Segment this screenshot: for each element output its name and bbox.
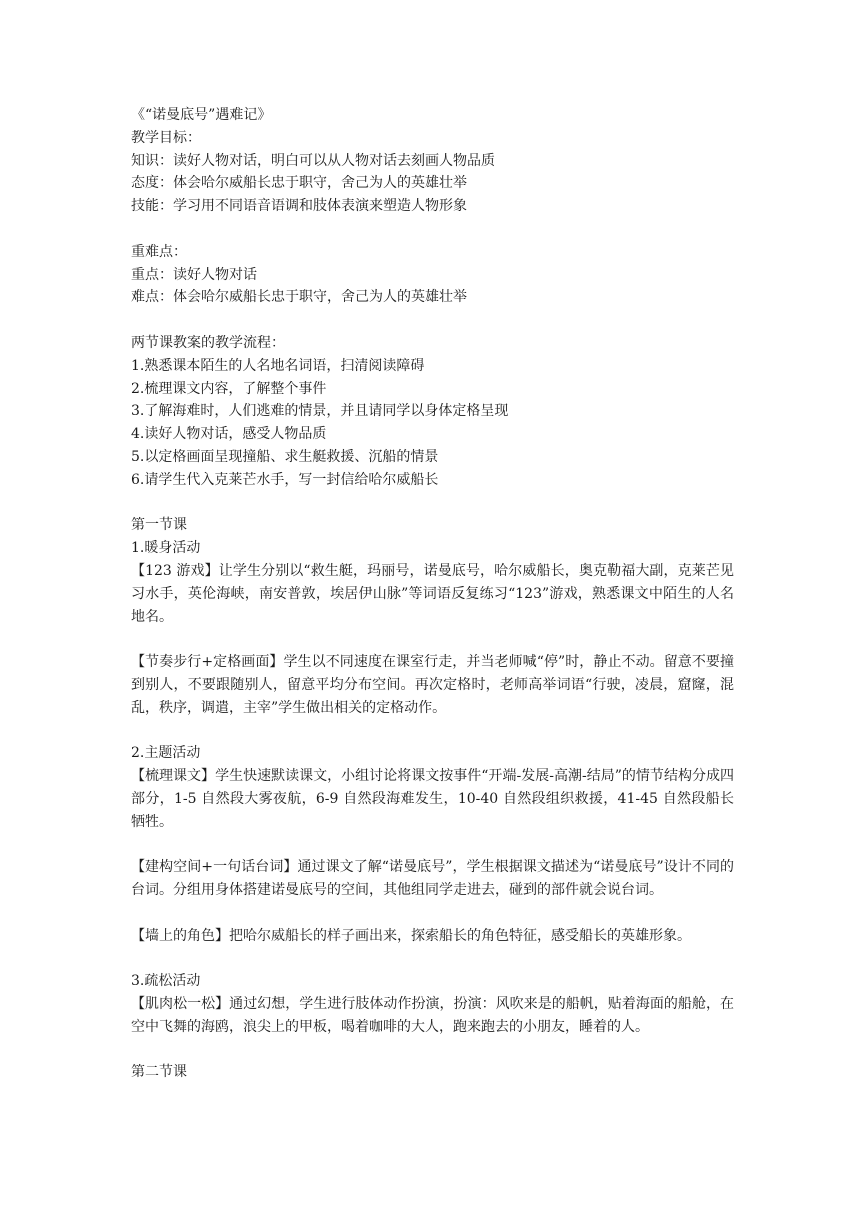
flow-heading: 两节课教案的教学流程： [131,334,285,351]
warmup-paragraph-1: 【123 游戏】让学生分别以“救生艇，玛丽号，诺曼底号，哈尔威船长，奥克勒福大副，克莱芒见习水手，英伦海峡，南安普敦，埃居伊山脉”等词语反复练习“123”游戏，熟悉课文中陌生的人名地名。 [131,562,734,625]
theme-paragraph-1: 【梳理课文】学生快速默读课文，小组讨论将课文按事件“开端-发展-高潮-结局”的情节结构分成四部分，1-5 自然段大雾夜航，6-9 自然段海难发生，10-40 自然段组织救援，41-45 自然段船长牺牲。 [131,768,734,830]
theme-paragraph-2: 【建构空间+一句话台词】通过课文了解“诺曼底号”，学生根据课文描述为“诺曼底号”设计不同的台词。分组用身体搭建诺曼底号的空间，其他组同学走进去，碰到的部件就会说台词。 [131,859,734,899]
theme-heading: 2.主题活动 [131,745,201,762]
spacer [131,492,734,515]
key-point: 重点：读好人物对话 [131,266,257,283]
warmup-paragraph-2: 【节奏步行+定格画面】学生以不同速度在课室行走，并当老师喊“停”时，静止不动。留意不要撞到别人，不要跟随别人，留意平均分布空间。再次定格时，老师高举词语“行驶，凌晨，窟窿，混乱，秩序，调遣，主宰”学生做出相关的定格动作。 [131,654,734,716]
objective-attitude: 态度：体会哈尔威船长忠于职守，舍己为人的英雄壮举 [131,175,467,192]
document-title: 《“诺曼底号”遇难记》 [131,107,272,123]
spacer [131,309,734,332]
warmup-heading: 1.暖身活动 [131,540,201,557]
relax-heading: 3.疏松活动 [131,973,201,990]
spacer [131,834,734,857]
flow-step: 2.梳理课文内容，了解整个事件 [131,380,327,397]
difficult-point: 难点：体会哈尔威船长忠于职守，舍己为人的英雄壮举 [131,289,467,306]
flow-step: 3.了解海难时，人们逃难的情景，并且请同学以身体定格呈现 [131,403,509,420]
lesson2-heading: 第二节课 [131,1064,187,1081]
objectives-heading: 教学目标： [131,129,201,146]
spacer [131,902,734,925]
spacer [131,947,734,970]
flow-step: 4.读好人物对话，感受人物品质 [131,426,327,443]
spacer [131,218,734,241]
objective-skill: 技能：学习用不同语音语调和肢体表演来塑造人物形象 [131,198,467,215]
spacer [131,628,734,651]
flow-step: 6.请学生代入克莱芒水手，写一封信给哈尔威船长 [131,471,439,488]
document-page [131,104,734,1084]
spacer [131,1039,734,1062]
relax-paragraph-1: 【肌肉松一松】通过幻想，学生进行肢体动作扮演，扮演：风吹来是的船帆，贴着海面的船舱，在空中飞舞的海鸥，浪尖上的甲板，喝着咖啡的大人，跑来跑去的小朋友，睡着的人。 [131,996,734,1035]
objective-knowledge: 知识：读好人物对话，明白可以从人物对话去刻画人物品质 [131,152,495,169]
spacer [131,720,734,743]
flow-step: 1.熟悉课本陌生的人名地名词语，扫清阅读障碍 [131,357,425,374]
key-points-heading: 重难点： [131,243,187,260]
flow-step: 5.以定格画面呈现撞船、求生艇救援、沉船的情景 [131,448,439,465]
lesson1-heading: 第一节课 [131,517,187,534]
theme-paragraph-3: 【墙上的角色】把哈尔威船长的样子画出来，探索船长的角色特征，感受船长的英雄形象。 [131,927,691,944]
